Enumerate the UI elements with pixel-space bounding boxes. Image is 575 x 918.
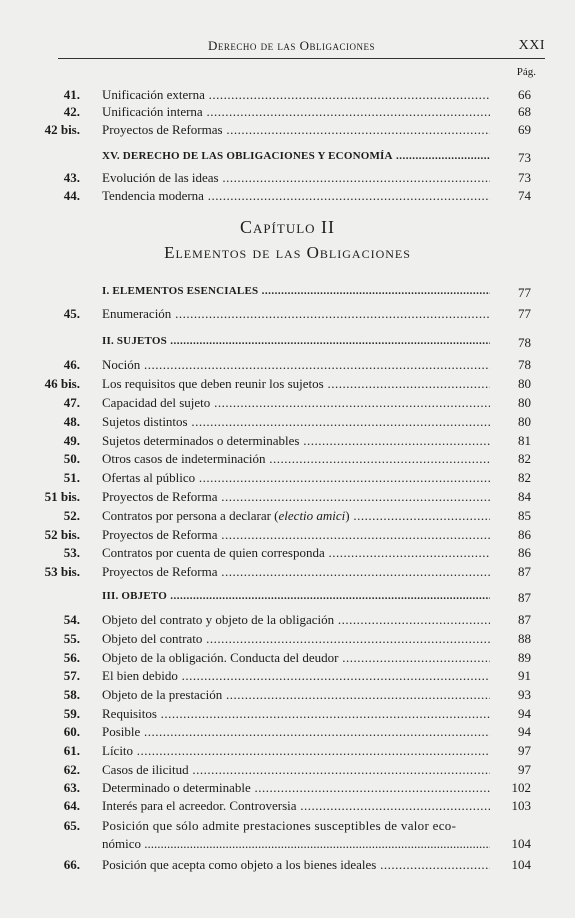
entry-page: 87 [518, 612, 531, 627]
toc-entry [0, 508, 575, 526]
entry-page: 80 [518, 395, 531, 410]
toc-entry [0, 564, 575, 582]
entry-title: Posición que acepta como objeto a los bienes ideales ..... [102, 857, 490, 873]
entry-title: Noción ..... [102, 357, 490, 373]
page-column-label: Pág. [516, 66, 536, 78]
entry-number: 58. [63, 687, 80, 702]
entry-number: 42 bis. [44, 122, 80, 137]
entry-title: Tendencia moderna ..... [102, 188, 490, 204]
entry-page: 94 [518, 724, 531, 739]
toc-entry [0, 414, 575, 432]
entry-title-text: Contratos por persona a declarar ( [102, 508, 279, 523]
entry-title: Unificación interna ..... [102, 104, 490, 120]
toc-entry [0, 650, 575, 668]
entry-number: 63. [63, 780, 80, 795]
entry-title: Ofertas al público ..... [102, 470, 490, 486]
entry-page: 82 [518, 470, 531, 485]
toc-section-heading [0, 590, 575, 608]
entry-page: 77 [518, 285, 531, 300]
toc-entry [0, 762, 575, 780]
entry-title: Proyectos de Reforma ..... [102, 489, 490, 505]
entry-page: 102 [511, 780, 531, 795]
toc-entry [0, 612, 575, 630]
toc-entry-multiline [0, 818, 575, 854]
entry-title: Interés para el acreedor. Controversia ..... [102, 798, 490, 814]
entry-title: Capacidad del sujeto ..... [102, 395, 490, 411]
toc-entry [0, 395, 575, 413]
entry-title-italic: electio amici [278, 508, 346, 523]
toc-entry [0, 357, 575, 375]
toc-entry [0, 87, 575, 105]
toc-section-heading [0, 285, 575, 303]
entry-title: Objeto del contrato ..... [102, 631, 490, 647]
entry-title: Posible ..... [102, 724, 490, 740]
entry-number: 64. [63, 798, 80, 813]
entry-page: 80 [518, 376, 531, 391]
entry-number: 51 bis. [44, 489, 80, 504]
entry-title-text-after: ) [345, 508, 350, 523]
entry-page: 94 [518, 706, 531, 721]
entry-number: 60. [63, 724, 80, 739]
toc-entry [0, 489, 575, 507]
entry-title: Objeto del contrato y objeto de la obligación ..... [102, 612, 490, 628]
entry-number: 61. [63, 743, 80, 758]
entry-number: 53. [63, 545, 80, 560]
entry-title: Proyectos de Reforma ..... [102, 564, 490, 580]
toc-entry [0, 470, 575, 488]
entry-page: 78 [518, 335, 531, 350]
entry-page: 73 [518, 170, 531, 185]
entry-title: Objeto de la obligación. Conducta del deudor ..... [102, 650, 490, 666]
entry-number: 45. [63, 306, 80, 321]
entry-page: 77 [518, 306, 531, 321]
entry-number: 47. [63, 395, 80, 410]
entry-number: 59. [63, 706, 80, 721]
toc-entry [0, 527, 575, 545]
toc-entry [0, 122, 575, 140]
running-header [58, 38, 545, 59]
entry-number: 56. [63, 650, 80, 665]
entry-page: 86 [518, 545, 531, 560]
entry-title: Determinado o determinable ..... [102, 780, 490, 796]
entry-page: 97 [518, 743, 531, 758]
entry-title: Unificación externa ..... [102, 87, 490, 103]
entry-title: Requisitos ..... [102, 706, 490, 722]
running-title: Derecho de las Obligaciones [208, 38, 376, 53]
entry-title-line1: Posición que sólo admite prestaciones susceptibles de valor eco- [102, 818, 457, 833]
entry-page: 85 [518, 508, 531, 523]
entry-number: 48. [63, 414, 80, 429]
toc-entry [0, 188, 575, 206]
toc-entry [0, 857, 575, 875]
entry-title: Proyectos de Reformas ..... [102, 122, 490, 138]
entry-page: 88 [518, 631, 531, 646]
entry-page: 87 [518, 564, 531, 579]
entry-number: 52 bis. [44, 527, 80, 542]
entry-title: Los requisitos que deben reunir los sujetos ..... [102, 376, 490, 392]
section-title: XV. DERECHO DE LAS OBLIGACIONES Y ECONOMÍA ..... [102, 150, 490, 162]
toc-entry [0, 668, 575, 686]
entry-number: 43. [63, 170, 80, 185]
entry-number: 46. [63, 357, 80, 372]
toc-entry [0, 798, 575, 816]
entry-number: 55. [63, 631, 80, 646]
entry-page: 80 [518, 414, 531, 429]
entry-title: Otros casos de indeterminación ..... [102, 451, 490, 467]
entry-page: 66 [518, 87, 531, 102]
entry-number: 52. [63, 508, 80, 523]
entry-page: 86 [518, 527, 531, 542]
entry-title: Proyectos de Reforma ..... [102, 527, 490, 543]
page-folio: XXI [518, 38, 545, 53]
entry-number: 44. [63, 188, 80, 203]
entry-page: 74 [518, 188, 531, 203]
entry-page: 81 [518, 433, 531, 448]
entry-number: 57. [63, 668, 80, 683]
section-title: III. OBJETO ..... [102, 590, 490, 602]
entry-title: Evolución de las ideas ..... [102, 170, 490, 186]
entry-title: Sujetos determinados o determinables ..... [102, 433, 490, 449]
entry-page: 104 [511, 836, 531, 851]
entry-page: 84 [518, 489, 531, 504]
entry-number: 65. [63, 818, 80, 833]
toc-entry [0, 104, 575, 122]
entry-title: El bien debido ..... [102, 668, 490, 684]
toc-section-heading [0, 150, 575, 168]
toc-entry [0, 545, 575, 563]
toc-entry [0, 170, 575, 188]
entry-page: 103 [511, 798, 531, 813]
entry-page: 82 [518, 451, 531, 466]
entry-page: 104 [511, 857, 531, 872]
entry-number: 49. [63, 433, 80, 448]
entry-number: 53 bis. [44, 564, 80, 579]
entry-number: 46 bis. [44, 376, 80, 391]
entry-page: 89 [518, 650, 531, 665]
entry-number: 54. [63, 612, 80, 627]
chapter-title: Capítulo II [239, 217, 336, 237]
entry-title-line2: nómico ..... [102, 836, 490, 852]
entry-number: 50. [63, 451, 80, 466]
toc-entry [0, 743, 575, 761]
toc-entry [0, 687, 575, 705]
toc-entry [0, 376, 575, 394]
toc-entry [0, 724, 575, 742]
entry-number: 51. [63, 470, 80, 485]
entry-page: 78 [518, 357, 531, 372]
toc-entry [0, 451, 575, 469]
toc-entry [0, 780, 575, 798]
entry-page: 73 [518, 150, 531, 165]
entry-title [102, 508, 490, 524]
entry-page: 97 [518, 762, 531, 777]
toc-section-heading [0, 335, 575, 353]
entry-title: Enumeración ..... [102, 306, 490, 322]
entry-title: Lícito ..... [102, 743, 490, 759]
entry-page: 87 [518, 590, 531, 605]
entry-page: 91 [518, 668, 531, 683]
chapter-subtitle: Elementos de las Obligaciones [164, 243, 411, 262]
entry-title: Objeto de la prestación ..... [102, 687, 490, 703]
entry-number: 42. [63, 104, 80, 119]
toc-entry [0, 631, 575, 649]
entry-page: 68 [518, 104, 531, 119]
toc-entry [0, 433, 575, 451]
entry-title: Sujetos distintos ..... [102, 414, 490, 430]
toc-entry [0, 306, 575, 324]
entry-page: 93 [518, 687, 531, 702]
entry-page: 69 [518, 122, 531, 137]
section-title: II. SUJETOS ..... [102, 335, 490, 347]
entry-number: 41. [63, 87, 80, 102]
entry-title: Contratos por cuenta de quien corresponda ..... [102, 545, 490, 561]
entry-number: 66. [63, 857, 80, 872]
toc-entry [0, 706, 575, 724]
section-title: I. ELEMENTOS ESENCIALES ..... [102, 285, 490, 297]
entry-number: 62. [63, 762, 80, 777]
entry-title: Casos de ilicitud ..... [102, 762, 490, 778]
